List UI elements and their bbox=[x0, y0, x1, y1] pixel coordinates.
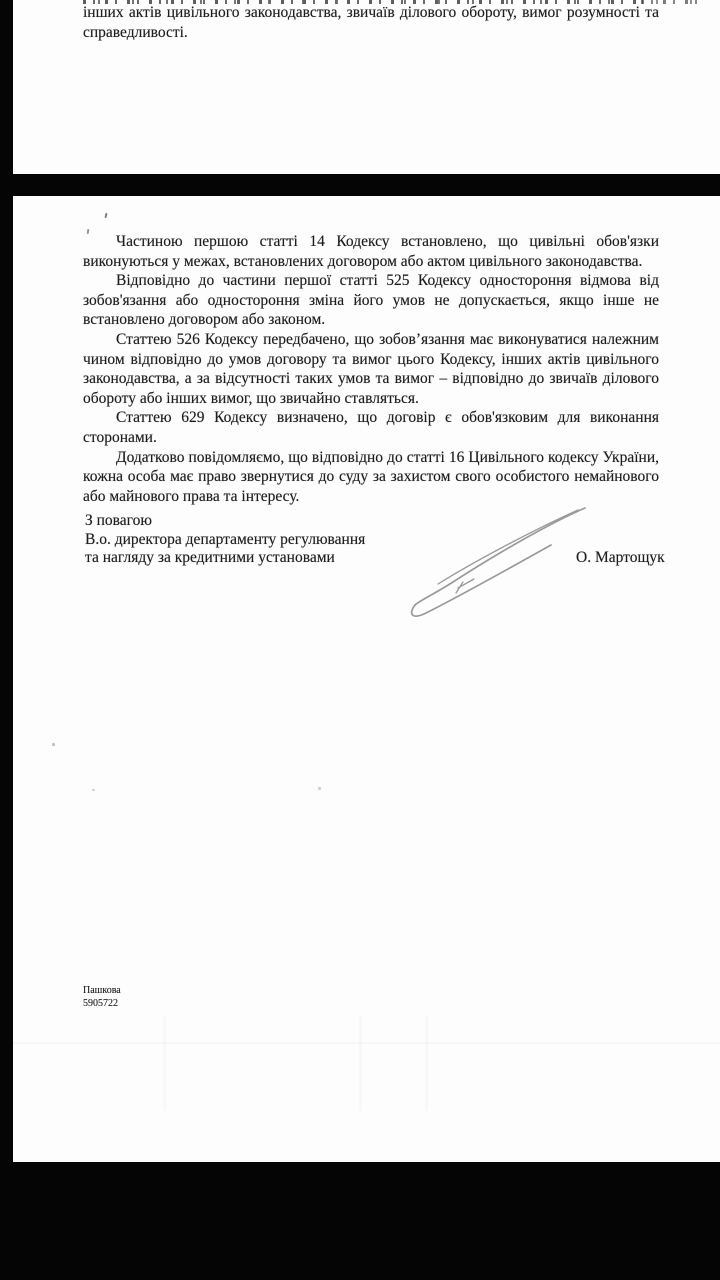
executor-name: Пашкова bbox=[83, 985, 121, 996]
handwritten-signature bbox=[398, 496, 598, 626]
scan-artifact-line bbox=[359, 1016, 362, 1111]
scan-artifact-line bbox=[13, 1042, 720, 1044]
scan-artifact-line bbox=[163, 1016, 166, 1111]
scan-speck bbox=[92, 789, 95, 791]
document-page-1 bbox=[13, 0, 720, 174]
signature-stroke bbox=[412, 545, 551, 616]
letter-body bbox=[83, 232, 659, 506]
paragraph-article-14: Частиною першою статті 14 Кодексу встановлено, що цивільні обов'язки виконуються у межах, встановлених договором або актом цивільного законодавства. bbox=[83, 233, 659, 270]
closing-salutation: З повагою bbox=[85, 512, 152, 529]
signature-stroke bbox=[456, 579, 474, 593]
paragraph-article-16: Додатково повідомляємо, що відповідно до статті 16 Цивільного кодексу України, кожна особа має право звернутися до суду за захистом свого особистого немайнового або майнового права та інтересу. bbox=[83, 448, 659, 505]
document-page-2 bbox=[13, 196, 720, 1162]
page1-trailing-paragraph: інших актів цивільного законодавства, звичаїв ділового обороту, вимог розумності та справедливості. bbox=[83, 4, 659, 41]
scan-speck bbox=[52, 743, 55, 746]
executor-note bbox=[83, 985, 121, 1010]
signer-title-line-1: В.о. директора департаменту регулювання bbox=[85, 530, 366, 548]
scan-artifact-line bbox=[425, 1016, 428, 1111]
executor-phone: 5905722 bbox=[83, 997, 118, 1009]
paragraph-article-629: Статтею 629 Кодексу визначено, що договір є обов'язковим для виконання сторонами. bbox=[83, 409, 659, 446]
paragraph-article-525: Відповідно до частини першої статті 525 Кодексу одностороння відмова від зобов'язання або одностороння зміна його умов не допускається, якщо інше не встановлено договором або законом. bbox=[83, 272, 659, 329]
signer-title-line-2: та нагляду за кредитними установами bbox=[85, 549, 335, 567]
scan-speck bbox=[318, 787, 321, 790]
signer-name: О. Мартощук bbox=[576, 549, 665, 566]
paragraph-article-526: Статтею 526 Кодексу передбачено, що зобов’язання має виконуватися належним чином відповідно до умов договору та вимог цього Кодексу, інших актів цивільного законодавства, а за відсутності таких умов та вимог – відповідно до звичаїв ділового обороту або інших вимог, що звичайно ставляться. bbox=[83, 330, 659, 407]
scan-speck bbox=[105, 213, 108, 218]
closing-block bbox=[85, 512, 365, 568]
signature-stroke bbox=[415, 508, 585, 605]
